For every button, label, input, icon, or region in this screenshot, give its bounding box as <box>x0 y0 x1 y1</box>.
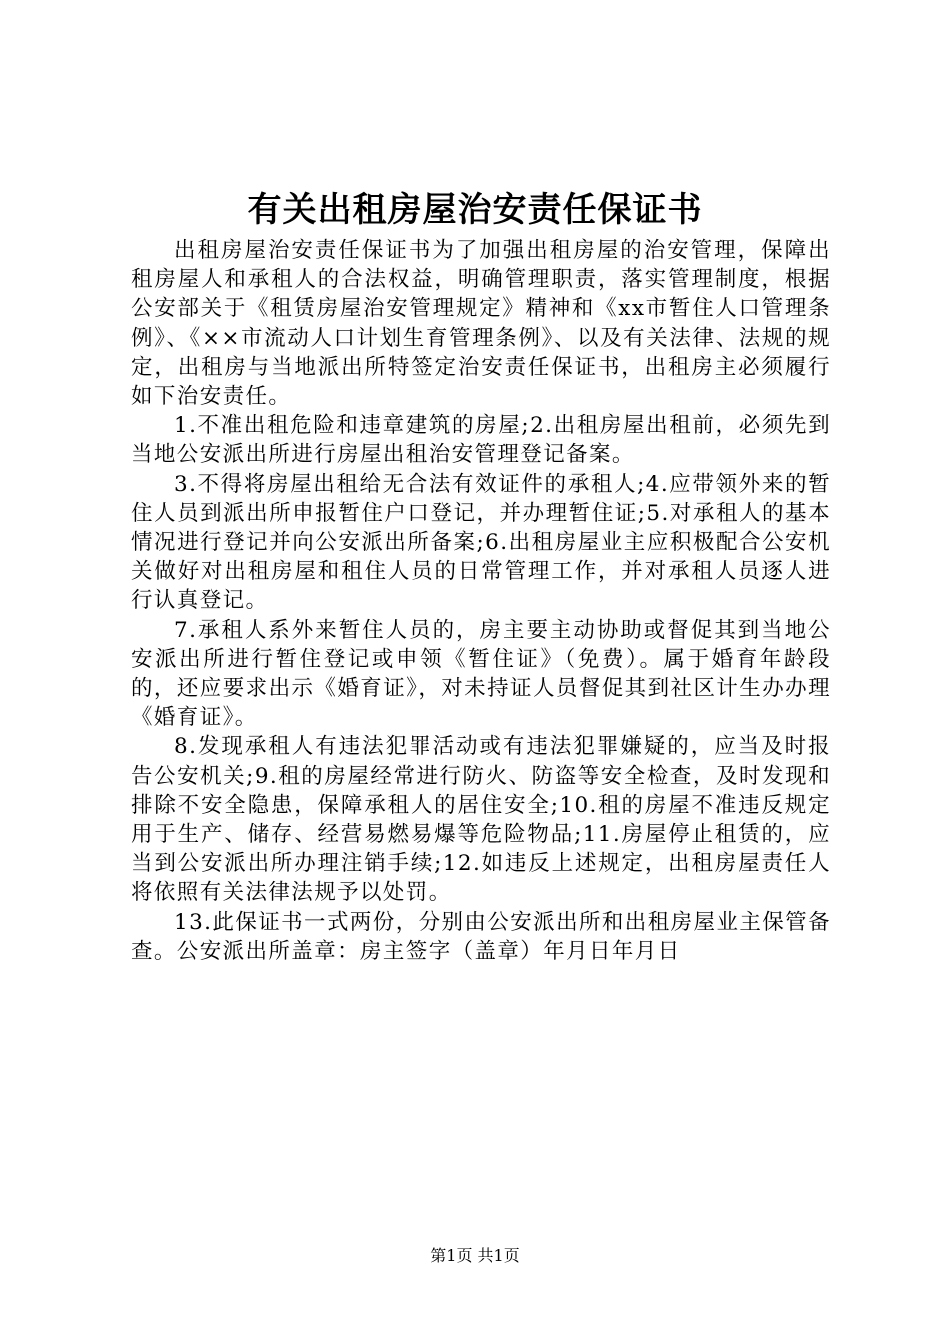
paragraph-item-13: 13.此保证书一式两份，分别由公安派出所和出租房屋业主保管备查。公安派出所盖章：房主签字（盖章）年月日年月日 <box>131 909 831 964</box>
paragraph-items-8-12: 8.发现承租人有违法犯罪活动或有违法犯罪嫌疑的，应当及时报告公安机关;9.租的房屋经常进行防火、防盗等安全检查，及时发现和排除不安全隐患，保障承租人的居住安全;10.租的房屋不准违反规定用于生产、储存、经营易燃易爆等危险物品;11.房屋停止租赁的，应当到公安派出所办理注销手续;12.如违反上述规定，出租房屋责任人将依照有关法律法规予以处罚。 <box>131 734 831 906</box>
page-number-footer: 第1页 共1页 <box>430 1246 520 1265</box>
document-title: 有关出租房屋治安责任保证书 <box>247 190 703 230</box>
paragraph-items-3-6: 3.不得将房屋出租给无合法有效证件的承租人;4.应带领外来的暂住人员到派出所申报暂住户口登记，并办理暂住证;5.对承租人的基本情况进行登记并向公安派出所备案;6.出租房屋业主应积极配合公安机关做好对出租房屋和租住人员的日常管理工作，并对承租人员逐人进行认真登记。 <box>131 471 831 614</box>
paragraph-items-1-2: 1.不准出租危险和违章建筑的房屋;2.出租房屋出租前，必须先到当地公安派出所进行房屋出租治安管理登记备案。 <box>131 413 831 468</box>
paragraph-intro: 出租房屋治安责任保证书为了加强出租房屋的治安管理，保障出租房屋人和承租人的合法权益，明确管理职责，落实管理制度，根据公安部关于《租赁房屋治安管理规定》精神和《xx市暂住人口管理条例》、《××市流动人口计划生育管理条例》、以及有关法律、法规的规定，出租房与当地派出所特签定治安责任保证书，出租房主必须履行如下治安责任。 <box>131 238 831 410</box>
document-body <box>131 236 831 966</box>
paragraph-item-7: 7.承租人系外来暂住人员的，房主要主动协助或督促其到当地公安派出所进行暂住登记或申领《暂住证》（免费）。属于婚育年龄段的，还应要求出示《婚育证》，对未持证人员督促其到社区计生办办理《婚育证》。 <box>131 617 831 731</box>
